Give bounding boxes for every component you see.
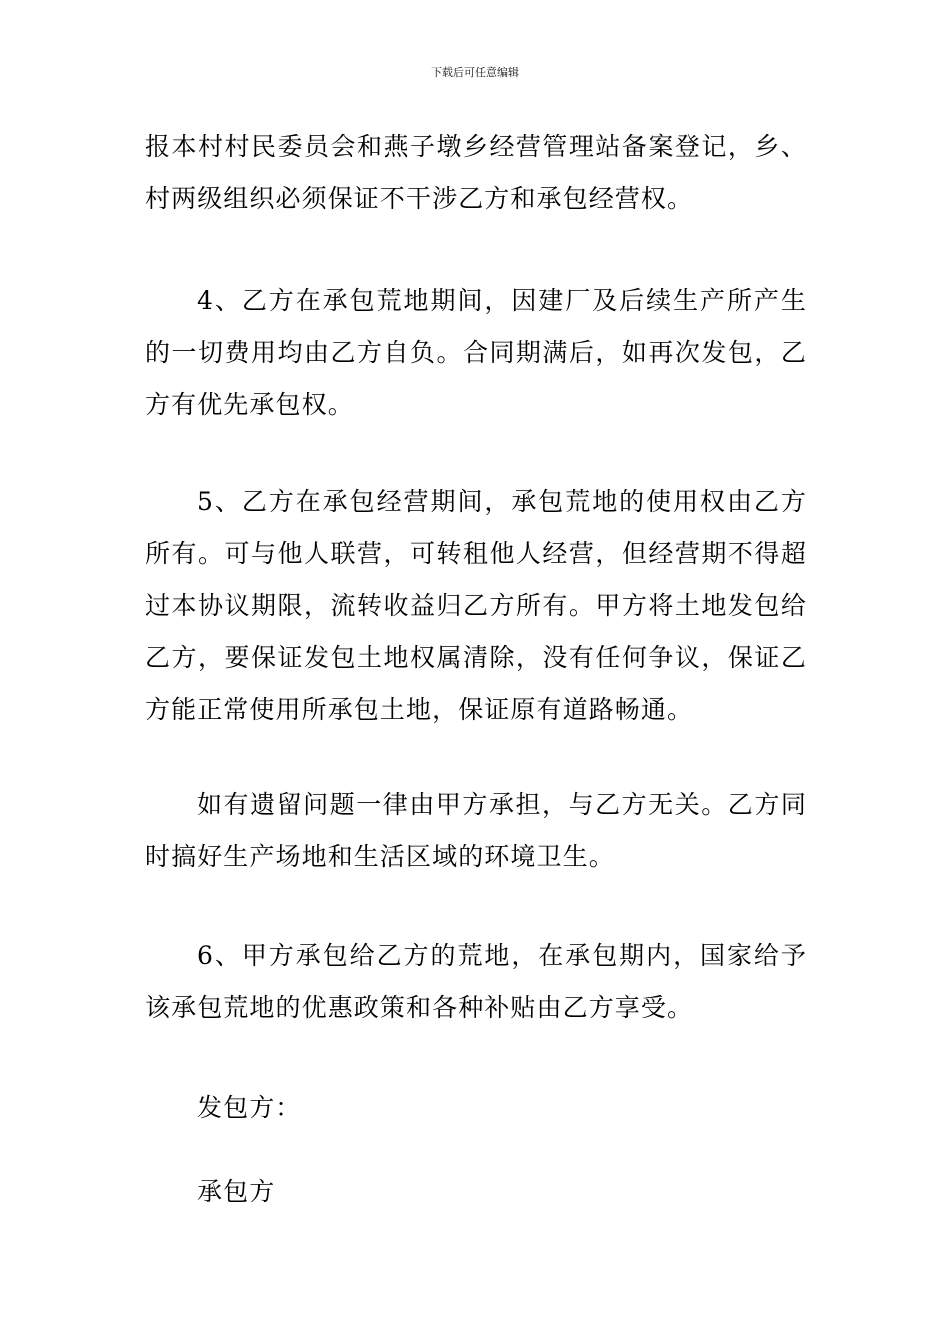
clause-5 xyxy=(145,476,807,736)
clause-4 xyxy=(145,275,807,431)
clause-6 xyxy=(145,930,807,1034)
document-paragraph-continuation xyxy=(145,121,807,225)
paragraph-text: 如有遗留问题一律由甲方承担，与乙方无关。乙方同时搞好生产场地和生活区域的环境卫生。 xyxy=(145,790,807,871)
paragraph-text: 6、甲方承包给乙方的荒地，在承包期内，国家给予该承包荒地的优惠政策和各种补贴由乙方享受。 xyxy=(145,941,807,1022)
clause-5-supplement xyxy=(145,779,807,883)
contractor-label: 承包方 xyxy=(197,1177,276,1206)
paragraph-text: 报本村村民委员会和燕子墩乡经营管理站备案登记，乡、村两级组织必须保证不干涉乙方和承包经营权。 xyxy=(145,132,807,213)
issuer-signature-line xyxy=(145,1082,807,1134)
paragraph-text: 5、乙方在承包经营期间，承包荒地的使用权由乙方所有。可与他人联营，可转租他人经营，但经营期不得超过本协议期限，流转收益归乙方所有。甲方将土地发包给乙方，要保证发包土地权属清除，没有任何争议，保证乙方能正常使用所承包土地，保证原有道路畅通。 xyxy=(145,487,807,724)
issuer-label: 发包方： xyxy=(197,1093,302,1122)
contractor-signature-line xyxy=(145,1166,807,1218)
paragraph-text: 4、乙方在承包荒地期间，因建厂及后续生产所产生的一切费用均由乙方自负。合同期满后，如再次发包，乙方有优先承包权。 xyxy=(145,286,807,419)
page-header: 下载后可任意编辑 xyxy=(431,66,519,79)
